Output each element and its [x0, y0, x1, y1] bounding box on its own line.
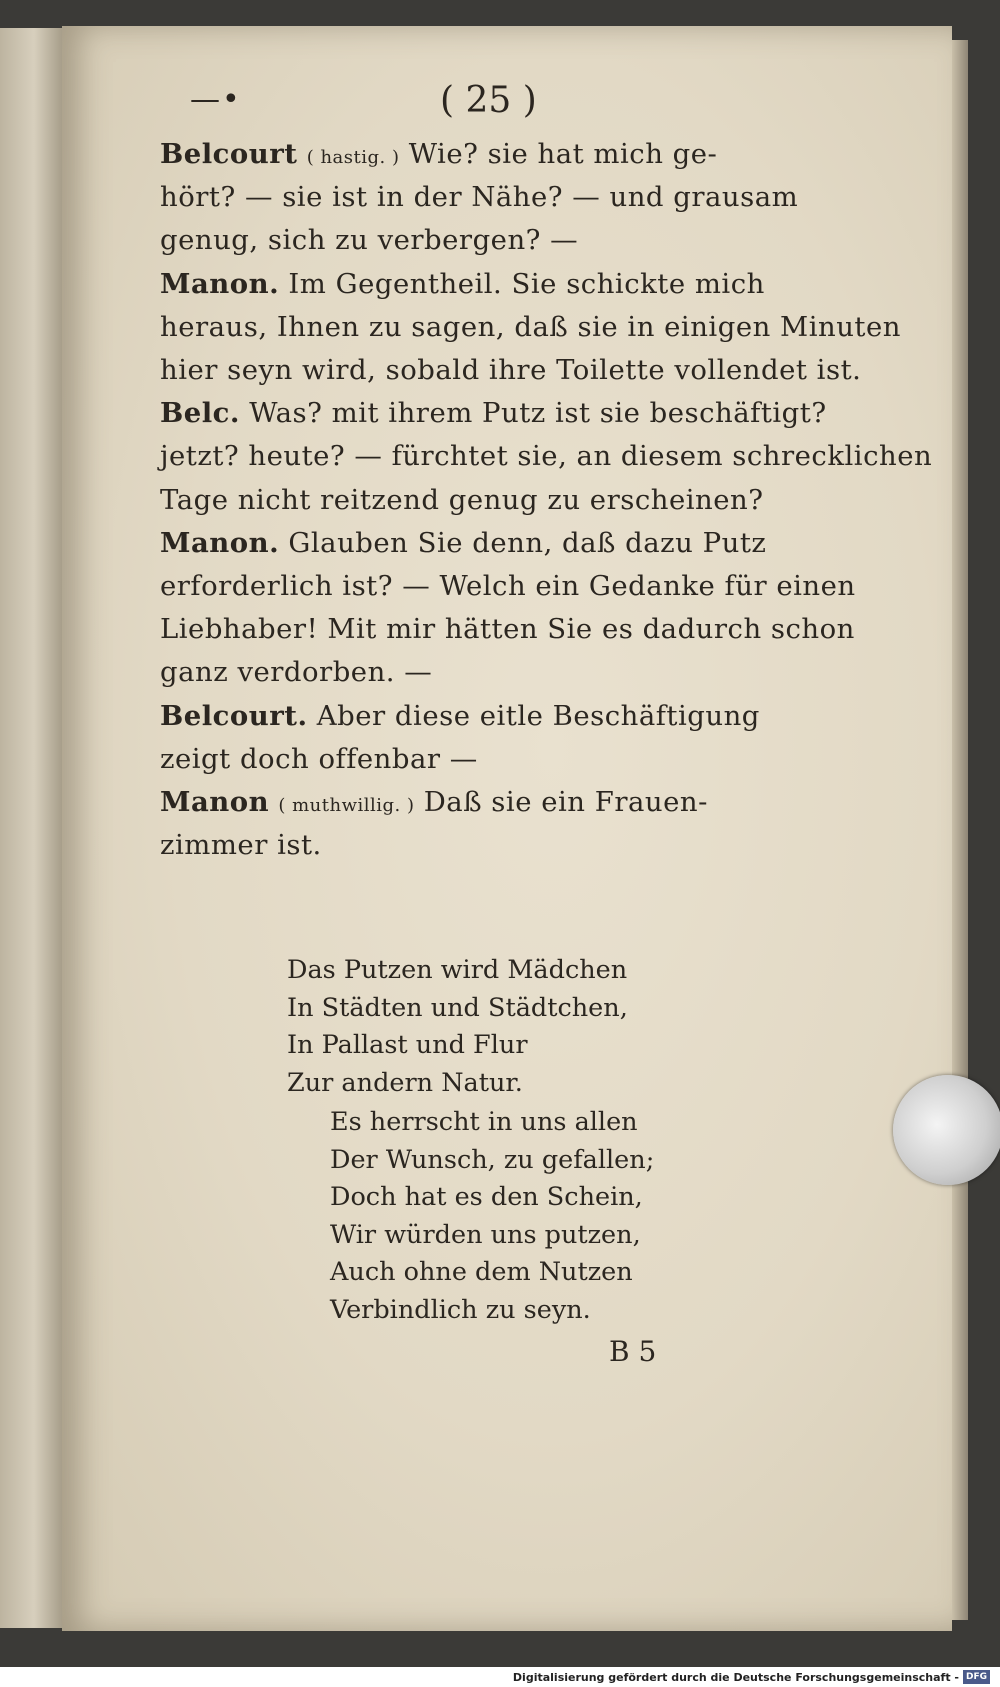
verse-line: In Pallast und Flur: [287, 1030, 528, 1060]
page-clip: [893, 1075, 1000, 1185]
prose-line: [160, 224, 578, 256]
prose-text: Aber diese eitle Beschäftigung: [316, 699, 760, 732]
verse-line: Doch hat es den Schein,: [330, 1182, 643, 1212]
speaker-name: Manon.: [160, 526, 280, 559]
prose-line: [160, 397, 827, 429]
prose-line: [160, 440, 932, 472]
prose-text: genug, sich zu verbergen? —: [160, 224, 579, 257]
prose-line: [160, 786, 708, 818]
prose-line: [160, 656, 432, 688]
verse-line: Es herrscht in uns allen: [330, 1107, 638, 1137]
prose-text: hier seyn wird, sobald ihre Toilette vollendet ist.: [160, 354, 862, 386]
speaker-name: Manon: [160, 786, 270, 818]
prose-line: [160, 700, 760, 732]
prose-text: Glauben Sie denn, daß dazu Putz: [288, 526, 767, 559]
prose-text: Daß sie ein Frauen-: [423, 786, 708, 818]
prose-text: Im Gegentheil. Sie schickte mich: [288, 267, 765, 300]
verse-line: Zur andern Natur.: [287, 1067, 523, 1098]
prose-line: [160, 268, 765, 300]
verse-line: Verbindlich zu seyn.: [330, 1294, 591, 1325]
prose-text: Tage nicht reitzend genug zu erscheinen?: [160, 483, 764, 516]
page-number: ( 25 ): [440, 80, 537, 121]
verse-line: Wir würden uns putzen,: [330, 1219, 641, 1250]
speaker-name: Belcourt.: [160, 699, 308, 732]
prose-text: zeigt doch offenbar —: [160, 742, 478, 775]
prose-text: jetzt? heute? — fürchtet sie, an diesem schrecklichen: [160, 440, 933, 473]
prose-text: Liebhaber! Mit mir hätten Sie es dadurch schon: [160, 613, 855, 646]
facing-page-edge: [0, 28, 62, 1628]
prose-line: [160, 181, 798, 213]
signature-mark: B 5: [609, 1335, 657, 1368]
dfg-logo-icon: DFG: [963, 1670, 990, 1684]
prose-line: [160, 311, 901, 343]
prose-text: heraus, Ihnen zu sagen, daß sie in einigen Minuten: [160, 310, 901, 343]
prose-text: zimmer ist.: [160, 829, 322, 862]
prose-line: [160, 613, 855, 645]
prose-text: Wie? sie hat mich ge-: [408, 138, 718, 170]
prose-text: hört? — sie ist in der Nähe? — und grausam: [160, 181, 799, 214]
stage-direction: ( muthwillig. ): [278, 795, 415, 816]
prose-text: erforderlich ist? — Welch ein Gedanke für einen: [160, 570, 856, 602]
prose-line: [160, 527, 766, 559]
prose-line: [160, 829, 322, 861]
footer-credit-text: Digitalisierung gefördert durch die Deutsche Forschungsgemeinschaft -: [512, 1670, 959, 1684]
verse-line: Auch ohne dem Nutzen: [330, 1257, 633, 1287]
prose-text: Was? mit ihrem Putz ist sie beschäftigt?: [249, 397, 827, 430]
speaker-name: Belc.: [160, 397, 241, 430]
page-fore-edge: [952, 40, 968, 1620]
speaker-name: Manon.: [160, 267, 280, 300]
stage-direction: ( hastig. ): [306, 147, 400, 168]
prose-line: [160, 354, 861, 386]
footer-credit: [513, 1669, 990, 1685]
prose-text: ganz verdorben. —: [160, 656, 433, 689]
verse-line: Das Putzen wird Mädchen: [287, 955, 628, 985]
prose-line: [160, 484, 763, 516]
speaker-name: Belcourt: [160, 138, 298, 170]
verse-line: Der Wunsch, zu gefallen;: [330, 1144, 655, 1175]
verse-line: In Städten und Städtchen,: [287, 992, 628, 1023]
prose-line: [160, 570, 856, 602]
header-ornament: —•: [190, 82, 242, 117]
prose-line: [160, 743, 478, 775]
prose-line: [160, 138, 717, 170]
